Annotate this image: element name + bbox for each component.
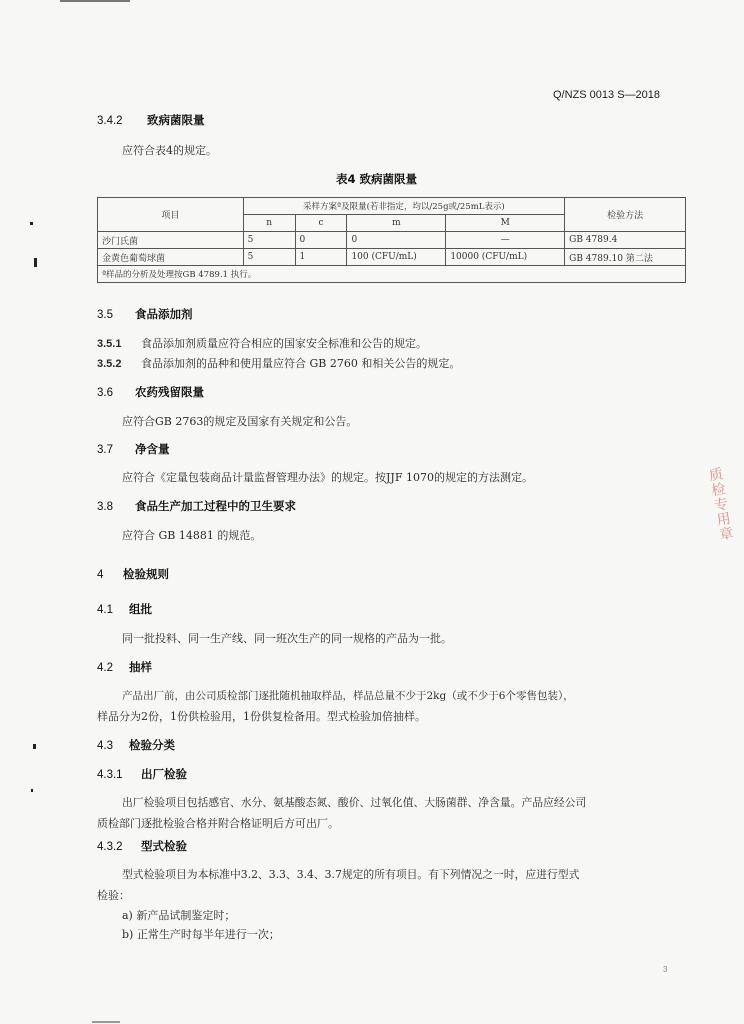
section-number: 4.3.2 [97, 841, 123, 853]
section-number: 3.5 [97, 309, 113, 321]
section-4-3-1-line1: 出厂检验项目包括感官、水分、氨基酸态氮、酸价、过氧化值、大肠菌群、净含量。产品应经公司 [122, 796, 587, 809]
cell-n: 5 [243, 232, 295, 249]
section-number: 3.8 [97, 501, 113, 513]
cell-m: 100 (CFU/mL) [347, 249, 446, 266]
section-3-4-2-text: 应符合表4的规定。 [122, 144, 217, 157]
header-m: m [347, 215, 446, 232]
section-title: 检验规则 [123, 567, 169, 581]
cell-M: — [446, 232, 565, 249]
section-3-8-heading [97, 498, 296, 514]
section-4-3-1-heading [97, 766, 187, 782]
section-number: 4.3.1 [97, 769, 123, 781]
standard-code: Q/NZS 0013 S—2018 [553, 89, 661, 101]
section-number: 4 [97, 569, 104, 581]
section-title: 食品添加剂 [135, 307, 193, 321]
header-c: c [295, 215, 347, 232]
pathogen-limit-table [97, 197, 686, 283]
page-number: 3 [663, 965, 668, 974]
scan-speck [34, 258, 37, 267]
section-4-2-heading [97, 659, 152, 675]
list-item-a: a) 新产品试制鉴定时； [122, 909, 236, 922]
section-4-1-heading [97, 601, 152, 617]
cell-c: 1 [295, 249, 347, 266]
header-method: 检验方法 [565, 198, 686, 232]
section-4-3-2-line2: 检验： [97, 889, 130, 902]
section-4-3-2-heading [97, 838, 187, 854]
scan-edge-line [92, 1021, 120, 1023]
section-number: 3.7 [97, 444, 113, 456]
section-3-7-text: 应符合《定量包装商品计量监督管理办法》的规定。按JJF 1070的规定的方法测定。 [122, 471, 533, 484]
section-title: 抽样 [129, 660, 152, 674]
section-3-8-text: 应符合 GB 14881 的规范。 [122, 529, 262, 542]
section-text: 食品添加剂的品种和使用量应符合 GB 2760 和相关公告的规定。 [141, 357, 461, 370]
section-number: 4.1 [97, 604, 113, 616]
cell-item: 金黄色葡萄球菌 [98, 249, 244, 266]
table-4-caption: 表4 致病菌限量 [336, 172, 418, 186]
list-item-b: b) 正常生产时每半年进行一次； [122, 928, 280, 941]
section-3-5-1 [97, 335, 427, 351]
section-number: 4.2 [97, 662, 113, 674]
section-title: 型式检验 [141, 839, 187, 853]
section-3-6-text: 应符合GB 2763的规定及国家有关规定和公告。 [122, 415, 358, 428]
section-title: 农药残留限量 [135, 385, 204, 399]
section-3-5-heading [97, 306, 193, 322]
section-4-3-2-line1: 型式检验项目为本标准中3.2、3.3、3.4、3.7规定的所有项目。有下列情况之一时，应进行型式 [122, 868, 580, 881]
section-number: 3.5.1 [97, 338, 122, 350]
cell-method: GB 4789.4 [565, 232, 686, 249]
section-title: 致病菌限量 [147, 113, 205, 127]
section-title: 食品生产加工过程中的卫生要求 [135, 499, 296, 513]
scan-edge-line [60, 0, 130, 2]
section-4-2-line1: 产品出厂前，由公司质检部门逐批随机抽取样品，样品总量不少于2kg（或不少于6个零售包装）， [122, 690, 574, 702]
header-n: n [243, 215, 295, 232]
section-title: 净含量 [135, 442, 170, 456]
section-title: 检验分类 [129, 738, 175, 752]
scan-speck [30, 222, 33, 225]
section-4-heading [97, 566, 169, 582]
table-row [98, 249, 686, 266]
section-number: 3.5.2 [97, 358, 122, 370]
section-4-3-heading [97, 737, 175, 753]
header-M: M [446, 215, 565, 232]
section-title: 组批 [129, 602, 152, 616]
cell-m: 0 [347, 232, 446, 249]
table-footnote: ª样品的分析及处理按GB 4789.1 执行。 [98, 266, 686, 283]
scan-speck [31, 789, 33, 792]
header-sampling-plan: 采样方案ª及限量(若非指定，均以/25g或/25mL表示) [243, 198, 564, 215]
cell-item: 沙门氏菌 [98, 232, 244, 249]
section-3-5-2 [97, 355, 460, 371]
cell-n: 5 [243, 249, 295, 266]
cell-method: GB 4789.10 第二法 [565, 249, 686, 266]
header-item: 项目 [98, 198, 244, 232]
section-4-1-text: 同一批投料、同一生产线、同一班次生产的同一规格的产品为一批。 [122, 632, 452, 645]
section-text: 食品添加剂质量应符合相应的国家安全标准和公告的规定。 [141, 337, 427, 350]
cell-c: 0 [295, 232, 347, 249]
section-title: 出厂检验 [141, 767, 187, 781]
section-3-4-2-heading [97, 112, 205, 128]
section-4-2-line2: 样品分为2份，1份供检验用，1份供复检备用。型式检验加倍抽样。 [97, 710, 426, 723]
table-row [98, 232, 686, 249]
section-number: 3.6 [97, 387, 113, 399]
red-seal-stamp: 质检专用章 [705, 466, 735, 543]
section-number: 4.3 [97, 740, 113, 752]
scan-speck [33, 744, 36, 749]
section-3-6-heading [97, 384, 204, 400]
section-4-3-1-line2: 质检部门逐批检验合格并附合格证明后方可出厂。 [97, 817, 339, 830]
section-number: 3.4.2 [97, 115, 123, 127]
section-3-7-heading [97, 441, 170, 457]
cell-M: 10000 (CFU/mL) [446, 249, 565, 266]
